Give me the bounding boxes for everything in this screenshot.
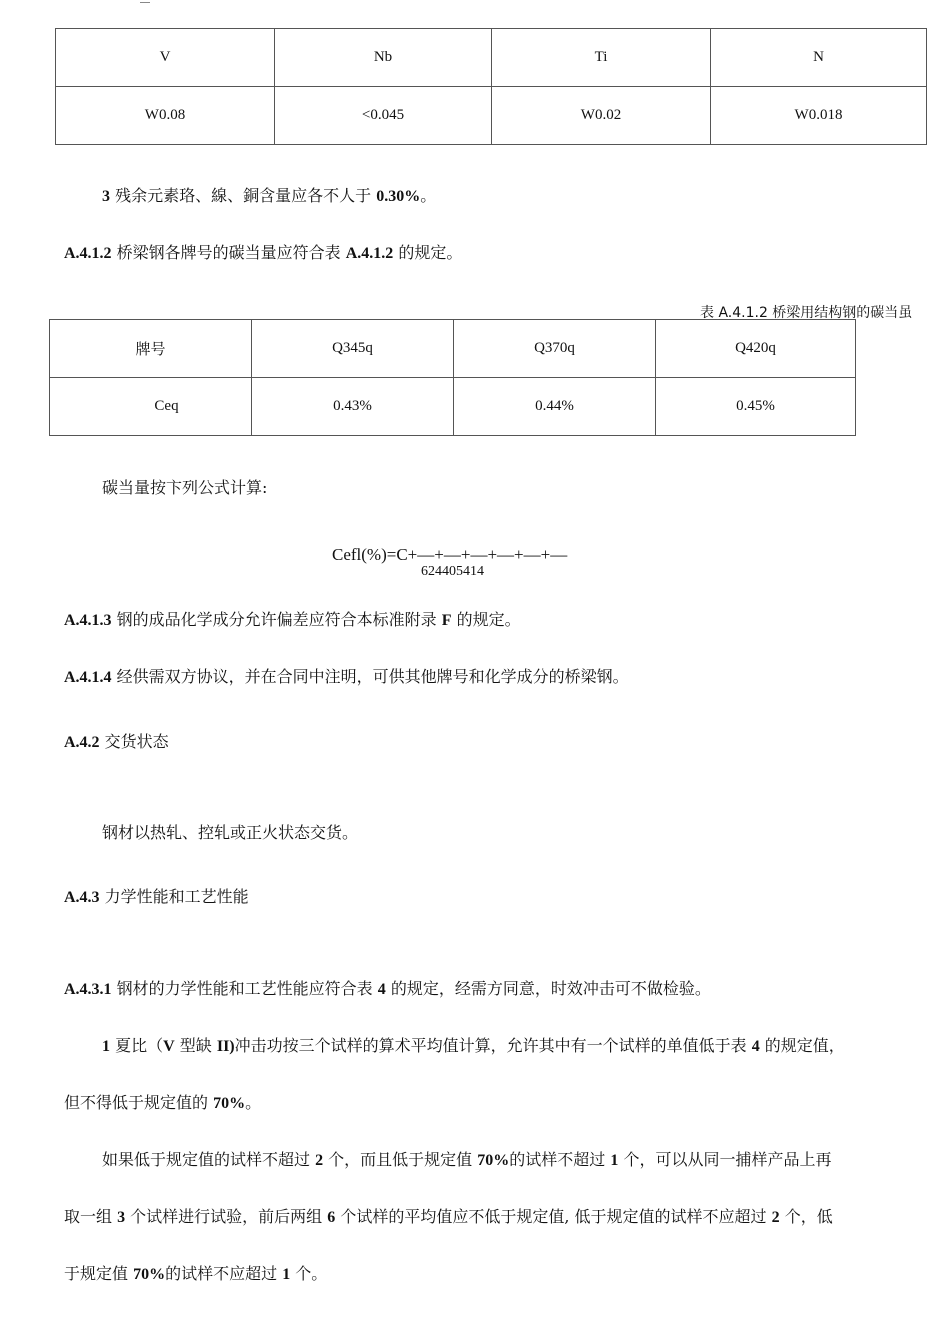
formula-intro: 碳当量按卞列公式计算: xyxy=(102,478,268,497)
residual-elements-paragraph: 3 残余元素珞、線、銅含量应各不人于 0.30%。 xyxy=(102,186,437,205)
retest-line2: 取一组 3 个试样进行试验，前后两组 6 个试样的平均值应不低于规定值, 低于规定值的试样不应超过 2 个，低 xyxy=(64,1207,833,1226)
carbon-formula-denominators: 624405414 xyxy=(421,564,484,579)
table2-header: Q370q xyxy=(454,320,656,378)
table2-header: 牌号 xyxy=(50,320,252,378)
top-cutoff-mark xyxy=(140,0,150,3)
charpy-item-line2: 但不得低于规定值的 70%。 xyxy=(64,1093,262,1112)
charpy-item-line1: 1 夏比（V 型缺 II)冲击功按三个试样的算术平均值计算，允许其中有一个试样的单值低于表 4 的规定值， xyxy=(102,1036,845,1055)
table2-header: Q345q xyxy=(252,320,454,378)
section-a43-heading: A.4.3 力学性能和工艺性能 xyxy=(64,887,249,906)
section-a42-heading: A.4.2 交货状态 xyxy=(64,732,169,751)
table1-header: V xyxy=(56,29,275,87)
table2-row-label: Ceq xyxy=(50,378,252,436)
table1-header: Ti xyxy=(492,29,711,87)
table1-cell: W0.018 xyxy=(711,87,927,145)
table2-cell: 0.43% xyxy=(252,378,454,436)
table2-caption: 表 A.4.1.2 桥梁用结构钢的碳当虽 xyxy=(700,305,913,321)
clause-a431: A.4.3.1 钢材的力学性能和工艺性能应符合表 4 的规定，经需方同意，时效冲击可不做检验。 xyxy=(64,979,711,998)
clause-a414: A.4.1.4 经供需双方协议，并在合同中注明，可供其他牌号和化学成分的桥梁钢。 xyxy=(64,667,629,686)
table1-header: Nb xyxy=(275,29,492,87)
table2-cell: 0.44% xyxy=(454,378,656,436)
element-limits-table xyxy=(55,28,927,145)
clause-a413: A.4.1.3 钢的成品化学成分允许偏差应符合本标准附录 F 的规定。 xyxy=(64,610,521,629)
delivery-state-paragraph: 钢材以热轧、控轧或正火状态交货。 xyxy=(102,823,359,842)
table1-cell: W0.08 xyxy=(56,87,275,145)
table1-header: N xyxy=(711,29,927,87)
table1-cell: W0.02 xyxy=(492,87,711,145)
table2-cell: 0.45% xyxy=(656,378,856,436)
carbon-formula: Cefl(%)=C+—+—+—+—+—+— xyxy=(332,545,568,564)
table2-header: Q420q xyxy=(656,320,856,378)
retest-line3: 于规定值 70%的试样不应超过 1 个。 xyxy=(64,1264,328,1283)
retest-line1: 如果低于规定值的试样不超过 2 个，而且低于规定值 70%的试样不超过 1 个，可以从同一捕样产品上再 xyxy=(102,1150,832,1169)
clause-a412: A.4.1.2 桥梁钢各牌号的碳当量应符合表 A.4.1.2 的规定。 xyxy=(64,243,463,262)
table1-cell: <0.045 xyxy=(275,87,492,145)
carbon-equivalent-table xyxy=(49,319,856,436)
